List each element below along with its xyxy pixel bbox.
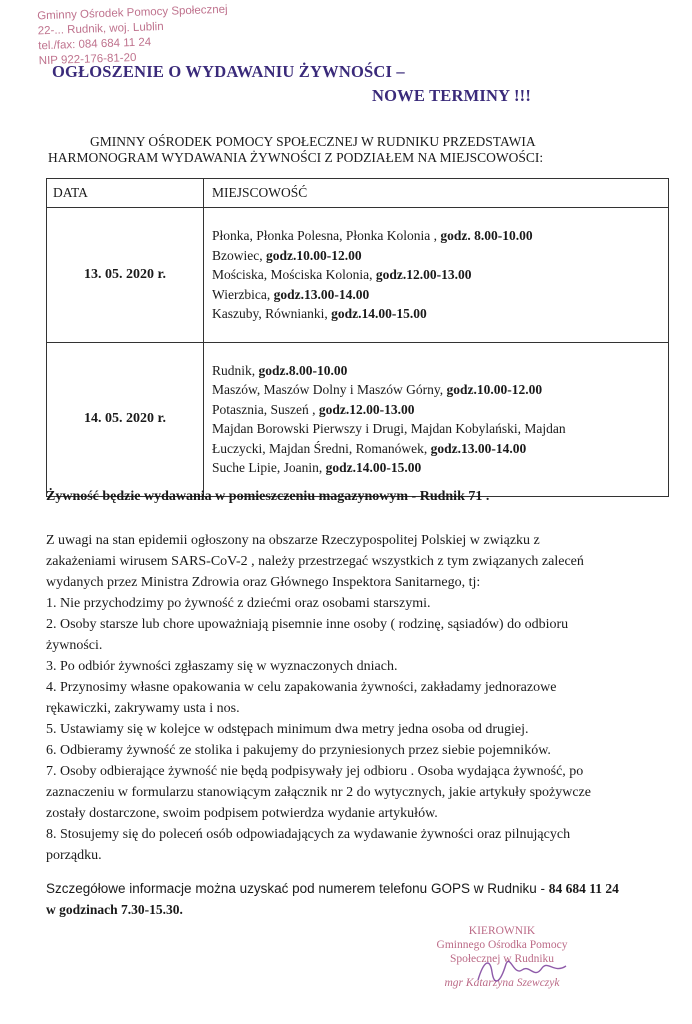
- contact-phone: 84 684 11 24: [548, 881, 619, 896]
- table-row: [47, 342, 669, 496]
- distribution-place-notice: Żywność będzie wydawania w pomieszczeniu magazynowym - Rudnik 71 .: [46, 489, 490, 504]
- paragraph-line: rękawiczki, zakrywamy usta i nos.: [46, 701, 240, 716]
- paragraph-line: 6. Odbieramy żywność ze stolika i pakujemy do przyniesionych przez siebie pojemników.: [46, 743, 551, 758]
- row-date: 14. 05. 2020 r.: [47, 342, 204, 496]
- place-hours: godz.10.00-12.00: [446, 382, 543, 397]
- paragraph-line: zaznaczeniu w formularzu stanowiącym załącznik nr 2 do wytycznych, jakie artykuły spożywcze: [46, 785, 591, 800]
- place-names: Mościska, Mościska Kolonia,: [212, 267, 376, 282]
- place-names: Kaszuby, Równianki,: [212, 306, 332, 321]
- place-hours: godz.13.00-14.00: [430, 440, 527, 456]
- paragraph-line: wydanych przez Ministra Zdrowia oraz Głównego Inspektora Sanitarnego, tj:: [46, 575, 481, 590]
- paragraph-line: 5. Ustawiamy się w kolejce w odstępach minimum dwa metry jedna osoba od drugiej.: [46, 722, 529, 737]
- place-line: [212, 439, 660, 459]
- place-hours: godz.14.00-15.00: [331, 306, 427, 321]
- place-line: [212, 419, 660, 439]
- place-line: [212, 226, 660, 246]
- place-names: Rudnik,: [212, 362, 259, 378]
- contact-text: Szczegółowe informacje można uzyskać pod numerem telefonu GOPS w Rudniku -: [46, 881, 549, 896]
- schedule-table: [46, 178, 669, 497]
- header-date: DATA: [47, 179, 204, 208]
- row-places: [204, 342, 669, 496]
- paragraph-line: 1. Nie przychodzimy po żywność z dziećmi oraz osobami starszymi.: [46, 596, 431, 611]
- paragraph-line: 4. Przynosimy własne opakowania w celu zapakowania żywności, zakładamy jednorazowe: [46, 680, 557, 695]
- stamp-line: NIP 922-176-81-20: [38, 51, 137, 68]
- place-line: [212, 458, 660, 478]
- contact-info: [46, 878, 676, 920]
- place-hours: godz.13.00-14.00: [273, 286, 370, 302]
- stamp-line: 22-... Rudnik, woj. Lublin: [37, 20, 164, 38]
- paragraph-line: zakażeniami wirusem SARS-CoV-2 , należy przestrzegać wszystkich z tym związanych zaleceń: [46, 554, 584, 569]
- place-names: Łuczycki, Majdan Średni, Romanówek,: [212, 440, 431, 456]
- place-hours: godz.12.00-13.00: [375, 267, 472, 282]
- paragraph-line: Z uwagi na stan epidemii ogłoszony na obszarze Rzeczypospolitej Polskiej w związku z: [46, 533, 540, 548]
- header-place: MIEJSCOWOŚĆ: [204, 179, 669, 208]
- paragraph-line: 2. Osoby starsze lub chore upoważniają pisemnie inne osoby ( rodzinę, sąsiadów) do odbioru: [46, 617, 569, 632]
- paragraph-line: żywności.: [46, 638, 103, 653]
- place-hours: godz.14.00-15.00: [325, 460, 422, 475]
- title-line-2: NOWE TERMINY !!!: [372, 86, 532, 105]
- handwritten-signature: [470, 950, 590, 990]
- place-hours: godz. 8.00-10.00: [440, 228, 533, 243]
- place-names: Bzowiec,: [212, 247, 266, 263]
- place-line: [212, 380, 660, 400]
- place-hours: godz.12.00-13.00: [318, 401, 415, 417]
- table-row: [47, 208, 669, 343]
- place-line: [212, 285, 660, 305]
- place-line: [212, 265, 660, 285]
- place-names: Płonka, Płonka Polesna, Płonka Kolonia ,: [212, 228, 441, 243]
- stamp-signatory-name: mgr Katarzyna Szewczyk: [444, 977, 560, 989]
- row-date: 13. 05. 2020 r.: [47, 208, 204, 343]
- intro-line-2: HARMONOGRAM WYDAWANIA ŻYWNOŚCI Z PODZIAŁEM NA MIEJSCOWOŚCI:: [48, 150, 544, 165]
- stamp-line: Gminny Ośrodek Pomocy Społecznej: [37, 3, 228, 23]
- place-hours: godz.10.00-12.00: [265, 247, 362, 263]
- row-places: [204, 208, 669, 343]
- paragraph-line: 8. Stosujemy się do poleceń osób odpowiadających za wydawanie żywności oraz pilnujących: [46, 827, 571, 842]
- paragraph-line: porządku.: [46, 848, 102, 863]
- place-line: [212, 304, 660, 324]
- contact-hours: w godzinach 7.30-15.30.: [46, 902, 183, 917]
- stamp-line: tel./fax: 084 684 11 24: [38, 36, 152, 53]
- stamp-line: Społecznej w Rudniku: [449, 953, 555, 965]
- place-line: [212, 246, 660, 266]
- stamp-line: Gminnego Ośrodka Pomocy: [436, 939, 568, 951]
- place-names: Potasznia, Suszeń ,: [212, 401, 319, 417]
- place-line: [212, 400, 660, 420]
- stamp-line: KIEROWNIK: [468, 925, 536, 937]
- intro-line-1: GMINNY OŚRODEK POMOCY SPOŁECZNEJ W RUDNIKU PRZEDSTAWIA: [90, 134, 536, 149]
- place-names: Wierzbica,: [212, 286, 274, 302]
- place-names: Suche Lipie, Joanin,: [212, 460, 326, 475]
- place-line: [212, 361, 660, 381]
- paragraph-line: 7. Osoby odbierające żywność nie będą podpisywały jej odbioru . Osoba wydająca żywność, po: [46, 764, 584, 779]
- paragraph-line: zostały dostarczone, swoim podpisem potwierdza wydanie artykułów.: [46, 806, 438, 821]
- place-hours: godz.8.00-10.00: [258, 362, 348, 378]
- paragraph-line: 3. Po odbiór żywności zgłaszamy się w wyznaczonych dniach.: [46, 659, 398, 674]
- table-header-row: [47, 179, 669, 208]
- place-names: Maszów, Maszów Dolny i Maszów Górny,: [212, 382, 447, 397]
- rules-paragraph: [46, 530, 666, 866]
- title-line-1: OGŁOSZENIE O WYDAWANIU ŻYWNOŚCI –: [52, 62, 405, 81]
- place-names: Majdan Borowski Pierwszy i Drugi, Majdan Kobylański, Majdan: [212, 421, 566, 436]
- office-stamp: [37, 3, 229, 70]
